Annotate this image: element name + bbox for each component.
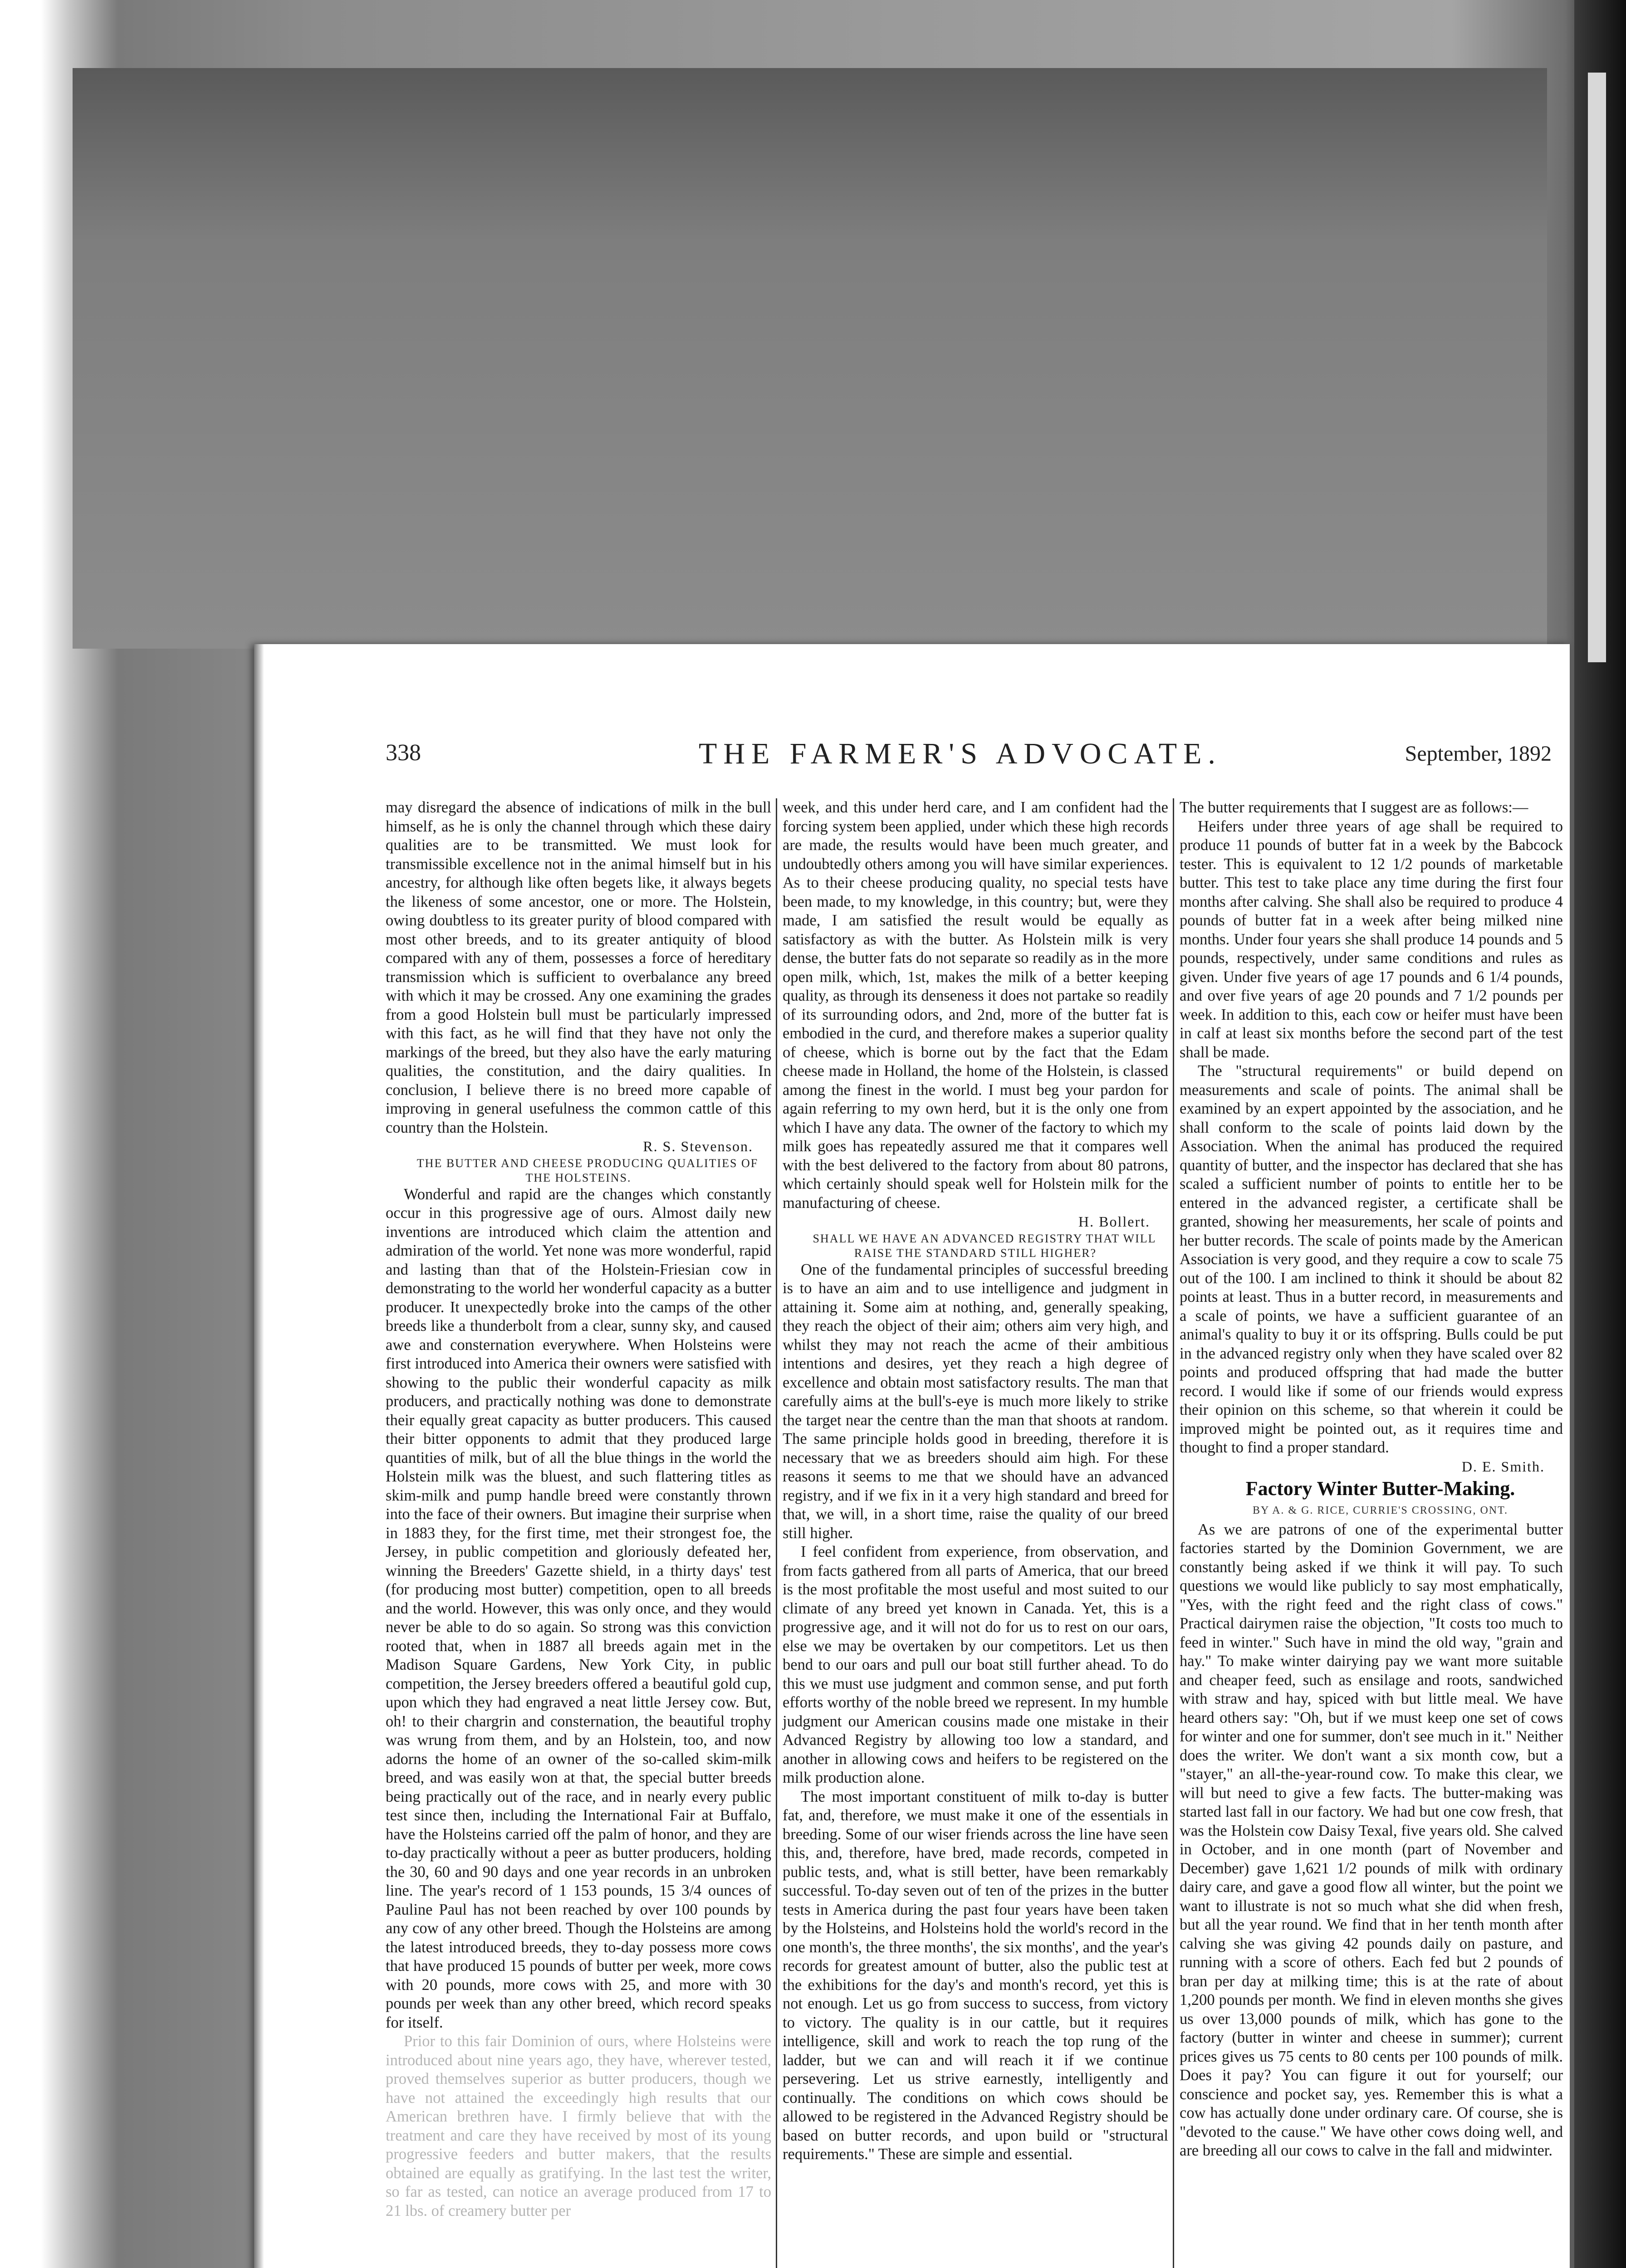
article-title: Factory Winter Butter-Making. [1245, 1477, 1515, 1500]
article-paragraph: Heifers under three years of age shall be required to produce 11 pounds of butter fat in a week by the Babcock tester. This is equivalent to 12 1/2 pounds of marketable butter. This test to take place any time during the first four months after calving. She shall also be required to produce 4 pounds of butter fat in a week after being milked nine months. Under four years she shall produce 14 pounds and 5 pounds, respectively, under same conditions and rules as given. Under five years of age 17 pounds and 6 1/4 pounds, and over five years of age 20 pounds and 7 1/2 pounds per week. In addition to this, each cow or heifer must have been in calf at least six months before the second part of the test shall be made. [1180, 817, 1563, 1061]
paper-title: THE FARMER'S ADVOCATE. [699, 737, 1222, 770]
author-signature: D. E. Smith. [1461, 1458, 1545, 1475]
issue-date: September, 1892 [1405, 742, 1552, 766]
author-signature: H. Bollert. [1078, 1213, 1150, 1230]
column-divider [1173, 798, 1174, 2268]
column-divider [776, 798, 777, 2268]
article-paragraph: may disregard the absence of indications of milk in the bull himself, as he is only the channel through which these dairy qualities are to be transmitted. We must look for transmissible excellence not in the animal himself but in his ancestry, for although like often begets like, it always begets the likeness of some ancestor, one or more. The Holstein, owing doubtless to its greater purity of blood compared with most other breeds, and to its greater antiquity of blood compared with any of them, possesses a force of hereditary transmission which is sufficient to overbalance any breed with which it may be crossed. Any one examining the grades from a good Holstein bull must be particularly impressed with this fact, as he will find that they have not only the markings of the breed, but they also have the early maturing qualities, the constitution, and the dairy qualities. In conclusion, I believe there is no breed more capable of improving in general usefulness the common cattle of this country than the Holstein. [386, 799, 771, 1136]
article-paragraph: I feel confident from experience, from observation, and from facts gathered from all parts of America, that our breed is the most profitable the most useful and most suited to our climate of any breed yet known in Canada. Yet, this is a progressive age, and it will not do for us to rest on our oars, else we may be overtaken by our competitors. Let us then bend to our oars and pull our boat still further ahead. To do this we must use judgment and common sense, and put forth efforts worthy of the noble breed we represent. In my humble judgment our American cousins made one mistake in their Advanced Registry by allowing too low a standard, and another in allowing cows and heifers to be registered on the milk production alone. [783, 1543, 1168, 1786]
newspaper-page [254, 644, 1570, 2268]
page-edge-shadow [254, 644, 264, 2268]
article-paragraph: The "structural requirements" or build depend on measurements and scale of points. The animal shall be examined by an expert appointed by the association, and he shall conform to the scale of points laid down by the Association. When the animal has produced the required quantity of butter, and the inspector has declared that she has scaled a sufficient number of points to entitle her to be entered in the advanced register, a certificate shall be granted, showing her measurements, her scale of points and her butter records. The scale of points made by the American Association is very good, and they require a cow to scale 75 out of the 100. I am inclined to think it should be about 82 points at least. Thus in a butter record, in measurements and a scale of points, we have a sufficient guarantee of an animal's quality to buy it or its offspring. Bulls could be put in the advanced registry only when they have scaled over 82 points and produced offspring that had made the butter record. I would like if some of our friends would express their opinion on this scheme, so that wherein it could be improved might be pointed out, as it requires time and thought to find a proper standard. [1180, 1062, 1563, 1456]
article-paragraph-faded: Prior to this fair Dominion of ours, where Holsteins were introduced about nine years ago, they have, wherever tested, proved themselves superior as butter producers, though we have not attained the exceedingly high results that our American brethren have. I firmly believe that with the treatment and care they have received by most of its young progressive feeders and butter makers, that the results obtained are equally as gratifying. In the last test the writer, so far as tested, can notice an average produced from 17 to 21 lbs. of creamery butter per [386, 2033, 771, 2219]
scanner-shadow-top [73, 68, 1547, 649]
author-signature: R. S. Stevenson. [643, 1138, 753, 1154]
column-1 [386, 798, 771, 2220]
article-paragraph: The butter requirements that I suggest are as follows:— [1180, 799, 1528, 816]
column-2 [783, 798, 1168, 2164]
article-heading: THE BUTTER AND CHEESE PRODUCING QUALITIES OF THE HOLSTEINS. [416, 1156, 759, 1184]
article-paragraph: One of the fundamental principles of successful breeding is to have an aim and to use intelligence and judgment in attaining it. Some aim at nothing, and, generally speaking, they reach the object of their aim; others aim very high, and whilst they may not reach the acme of their ambitious intentions and desires, yet they reach a high degree of excellence and obtain most satisfactory results. The man that carefully aims at the bull's-eye is much more likely to strike the target near the centre than the man that shoots at random. The same principle holds good in breeding, therefore it is necessary that we as breeders should aim high. For these reasons it seems to me that we should have an advanced registry, and if we fix in it a very high standard and breed for that, we will, in a short time, raise the quality of our breed still higher. [783, 1261, 1168, 1542]
article-paragraph: As we are patrons of one of the experimental butter factories started by the Dominion Government, we are constantly being asked if we think it will pay. To such questions we would like publicly to say most emphatically, "Yes, with the right feed and the right class of cows." Practical dairymen raise the objection, "It costs too much to feed in winter." Such have in mind the old way, "grain and hay." To make winter dairying pay we want more suitable and cheaper feed, such as ensilage and roots, sandwiched with straw and hay, spiced with but little meal. We have heard others say: "Oh, but if we must keep one set of cows for winter and one for summer, don't see much in it." Neither does the writer. We don't want a six month cow, but a "stayer," an all-the-year-round cow. To make this clear, we will but need to give a few facts. The butter-making was started last fall in our factory. We had but one cow fresh, that was the Holstein cow Daisy Texal, five years old. She calved in October, and in one month (part of November and December) gave 1,621 1/2 pounds of milk with ordinary dairy care, and gave a good flow all winter, but the point we want to illustrate is not so much what she did when fresh, but all the year round. We find that in her tenth month after calving she was giving 42 pounds daily on pasture, and running with a score of others. Each fed but 2 pounds of bran per day at milking time; this is at the rate of about 1,200 pounds per month. We find in eleven months she gives us over 13,000 pounds of milk, which has gone to the factory (butter in winter and cheese in summer); current prices gives us 75 cents to 80 cents per 100 pounds of milk. Does it pay? You can figure it out for yourself; our conscience and pocket say, yes. Remember this is what a cow has actually done under ordinary care. Of course, she is "devoted to the cause." We have other cows doing well, and are breeding all our cows to calve in the fall and midwinter. [1180, 1520, 1563, 2159]
scanner-slot-right [1588, 73, 1606, 662]
article-byline: BY A. & G. RICE, CURRIE'S CROSSING, ONT. [1252, 1505, 1508, 1516]
article-paragraph: Wonderful and rapid are the changes which constantly occur in this progressive age of ours. Almost daily new inventions are introduced which claim the attention and admiration of the world. Yet none was more wonderful, rapid and lasting than that of the Holstein-Friesian cow in demonstrating to the world her wonderful capacity as a butter producer. It unexpectedly broke into the camps of the other breeds like a thunderbolt from a clear, sunny sky, and caused awe and consternation everywhere. When Holsteins were first introduced into America their owners were satisfied with showing to the public their wonderful capacity as milk producers, and practically nothing was done to demonstrate their equally great capacity as butter producers. This caused their bitter opponents to admit that they produced large quantities of milk, but of all the blue things in the world the Holstein milk was the bluest, and such flattering titles as skim-milk and pump handle breed were constantly thrown into the face of their owners. But imagine their surprise when in 1883 they, for the first time, met their strongest foe, the Jersey, in public competition and gloriously defeated her, winning the Breeders' Gazette shield, in a thirty days' test (for producing most butter) competition, open to all breeds and the world. However, this was only once, and they would never be able to do so again. So strong was this conviction rooted that, when in 1887 all breeds again met in the Madison Square Gardens, New York City, in public competition, the Jersey breeders offered a beautiful gold cup, upon which they had engraved a neat little Jersey cow. But, oh! to their chargrin and consternation, the beautiful trophy was wrung from them, and by an Holstein, too, and now adorns the home of an owner of the so-called skim-milk breed, and was easily won at that, the special butter breeds being practically out of the race, and in nearly every public test since then, including the International Fair at Buffalo, have the Holsteins carried off the palm of honor, and they are to-day practically without a peer as butter producers, holding the 30, 60 and 90 days and one year records in an unbroken line. The year's record of 1 153 pounds, 15 3/4 ounces of Pauline Paul has not been reached by over 100 pounds by any cow of any other breed. Though the Holsteins are among the latest introduced breeds, they to-day possess more cows that have produced 15 pounds of butter per week, more cows with 20 pounds, more cows with 25, and more with 30 pounds per week than any other breed, which record speaks for itself. [386, 1185, 771, 2031]
masthead [386, 739, 1565, 776]
article-paragraph: The most important constituent of milk to-day is butter fat, and, therefore, we must make it one of the essentials in breeding. Some of our wiser friends across the line have seen this, and, therefore, have bred, made records, competed in public tests, and, what is still better, have been remarkably successful. To-day seven out of ten of the prizes in the butter tests in America during the past four years have been taken by the Holsteins, and Holsteins hold the world's record in the one month's, the three months', the six months', and the year's records for greatest amount of butter, also the public test at the exhibitions for the day's and month's record, yet this is not enough. Let us go from success to success, from victory to victory. The quality is in our cattle, but it requires intelligence, skill and work to reach the top rung of the ladder, but we can and will reach it if we continue persevering. Let us strive earnestly, intelligently and continually. The conditions on which cows should be allowed to be registered in the Advanced Registry should be based on butter records, and upon build or "structural requirements." These are simple and essential. [783, 1788, 1168, 2163]
column-3 [1180, 798, 1563, 2160]
article-paragraph: week, and this under herd care, and I am confident had the forcing system been applied, under which these high records are made, the results would have been much greater, and undoubtedly others among you will have similar experiences. As to their cheese producing quality, no special tests have been made, to my knowledge, in this country; but, were they made, I am satisfied the result would be equally as satisfactory as with the butter. As Holstein milk is very dense, the butter fats do not separate so readily as in the more open milk, which, 1st, makes the milk of a better keeping quality, as through its denseness it does not partake so readily of its surrounding odors, and 2nd, more of the butter fat is embodied in the curd, and therefore makes a superior quality of cheese, which is borne out by the fact that the Edam cheese made in Holland, the home of the Holstein, is classed among the finest in the world. I must beg your pardon for again referring to my own herd, but it is the only one from which I have any data. The owner of the factory to which my milk goes has repeatedly assured me that it compares well with the best delivered to the factory from about 80 patrons, which certainly should speak well for Holstein milk for the manufacturing of cheese. [783, 799, 1168, 1212]
article-heading: SHALL WE HAVE AN ADVANCED REGISTRY THAT WILL RAISE THE STANDARD STILL HIGHER? [813, 1232, 1156, 1260]
page-number: 338 [386, 740, 421, 766]
